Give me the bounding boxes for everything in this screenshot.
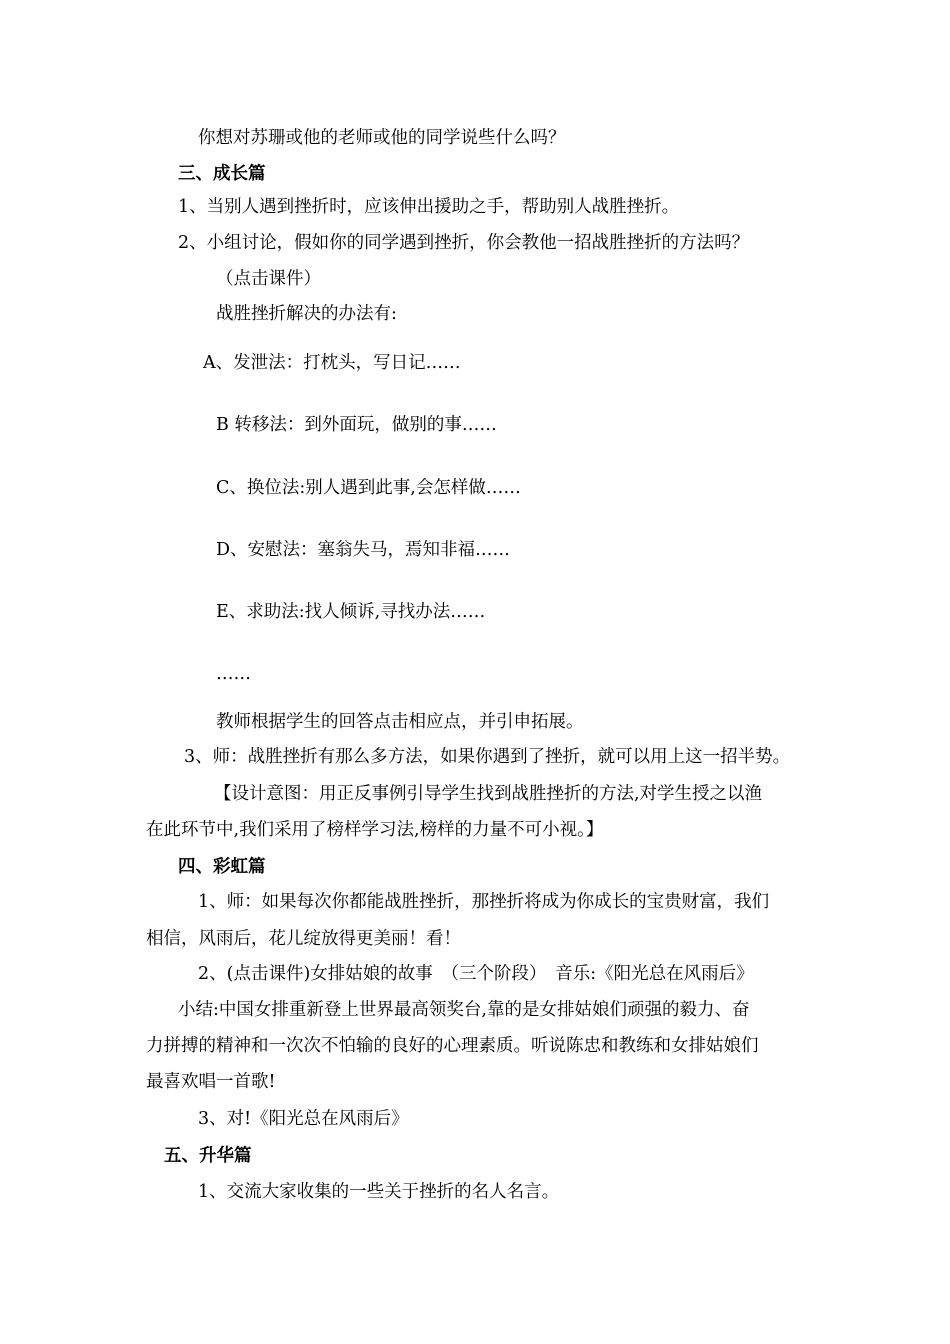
method-d: D、安慰法：塞翁失马，焉知非福…… [216,540,511,560]
growth-item-1: 1、当别人遇到挫折时，应该伸出援助之手，帮助别人战胜挫折。 [178,197,680,217]
method-e: E、求助法:找人倾诉,寻找办法…… [216,602,486,622]
rainbow-item-1-line-2: 相信，风雨后，花儿绽放得更美丽！看！ [146,929,461,949]
click-courseware-note: （点击课件） [216,269,321,289]
design-intent-line-1: 【设计意图：用正反事例引导学生找到战胜挫折的方法,对学生授之以渔 [214,784,763,804]
teacher-note: 教师根据学生的回答点击相应点，并引申拓展。 [216,712,584,732]
sublimation-item-1: 1、交流大家收集的一些关于挫折的名人名言。 [198,1182,560,1202]
section-heading-growth: 三、成长篇 [178,164,266,184]
summary-line-1: 小结:中国女排重新登上世界最高领奖台,靠的是女排姑娘们顽强的毅力、奋 [178,1000,750,1020]
methods-intro: 战胜挫折解决的办法有: [216,304,397,324]
growth-item-3: 3、师：战胜挫折有那么多方法，如果你遇到了挫折，就可以用上这一招半势。 [184,747,791,767]
design-intent-line-2: 在此环节中,我们采用了榜样学习法,榜样的力量不可小视。】 [146,820,604,840]
method-b: B 转移法：到外面玩，做别的事…… [216,415,497,435]
growth-item-2: 2、小组讨论，假如你的同学遇到挫折，你会教他一招战胜挫折的方法吗？ [178,233,750,253]
section-heading-sublimation: 五、升华篇 [164,1146,252,1166]
rainbow-item-1-line-1: 1、师：如果每次你都能战胜挫折，那挫折将成为你成长的宝贵财富，我们 [198,892,770,912]
methods-ellipsis: …… [216,664,251,684]
summary-line-3: 最喜欢唱一首歌! [146,1072,276,1092]
summary-line-2: 力拼搏的精神和一次次不怕输的良好的心理素质。听说陈忠和教练和女排姑娘们 [146,1036,759,1056]
method-c: C、换位法:别人遇到此事,会怎样做…… [216,478,521,498]
method-a: A、发泄法：打枕头，写日记…… [203,353,461,373]
rainbow-item-3: 3、对!《阳光总在风雨后》 [198,1109,409,1129]
question-line: 你想对苏珊或他的老师或他的同学说些什么吗？ [198,128,566,148]
rainbow-item-2: 2、(点击课件)女排姑娘的故事 （三个阶段） 音乐:《阳光总在风雨后》 [198,964,754,984]
section-heading-rainbow: 四、彩虹篇 [178,857,266,877]
